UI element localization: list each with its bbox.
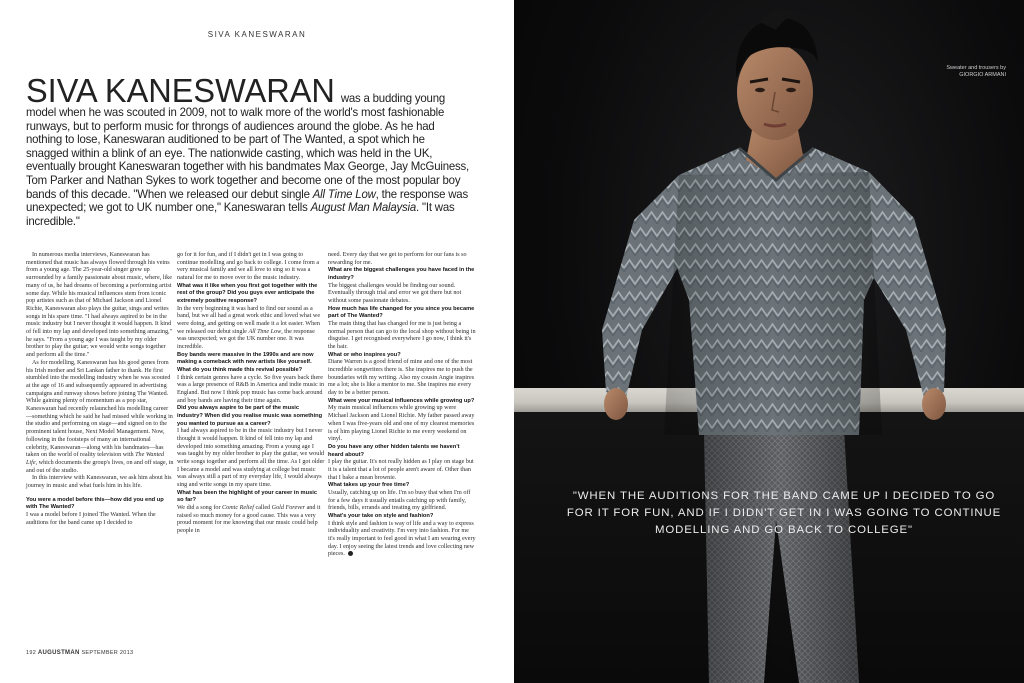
interview-answer: We did a song for Comic Relief called Gold Forever and it raised so much money for a good cause. This was a very proud moment for me knowing that our music could help people in	[177, 505, 321, 535]
interview-question: What's your take on style and fashion?	[328, 512, 434, 519]
interview-answer: I had always aspired to be in the music industry but I never thought it would happen. It kind of fell into my lap and developed into something amazing. From a young age I was taught by my older brother to play the guitar, we would write songs together and perform all the time. As I got older I became a model and was studying at college but music was always still a part of my everyday life, I would always sing and write songs in my spare time.	[177, 428, 325, 489]
interview-answer: I think certain genres have a cycle. So five years back there was a large presence of R&B in America and indie music in England. But now I think pop music has come back around and boy bands are having their time again.	[177, 374, 325, 404]
interview-question: What takes up your free time?	[328, 482, 410, 489]
interview-answer: I think style and fashion is way of life and a way to express individuality and creativity. I'm very into fashion. For me it's really important to feel good in what I am wearing every day. I enjoy seeing the latest trends and love collecting new pieces.	[328, 520, 476, 558]
interview-question: You were a model before this—how did you end up with The Wanted?	[26, 496, 164, 511]
interview-answer: In the very beginning it was hard to find our sound as a band, but we all had a great work ethic and loved what we were doing, and getting on well made it a lot easier. When we released our debut single All Time Low, the response was unexpected; we got the UK number one. It was incredible.	[177, 305, 321, 351]
interview-question: What was it like when you first got together with the rest of the group? Did you guys ever anticipate the extremely positive response?	[177, 282, 318, 304]
single-title: All Time Low	[312, 187, 376, 201]
interview-question: What were your musical influences while growing up?	[328, 397, 475, 404]
body-column-2	[177, 252, 325, 536]
photo-page	[514, 0, 1024, 683]
interview-answer: I play the guitar. It's not really hidden as I play on stage but it is a talent that a lot of people aren't aware of. Other than that I bake a mean brownie.	[328, 459, 474, 481]
interview-answer: The main thing that has changed for me is just being a normal person that can go to the local shop without being in disguise. I get recognised everywhere I go now, I think it's the hair.	[328, 320, 476, 350]
pull-quote: "WHEN THE AUDITIONS FOR THE BAND CAME UP I DECIDED TO GO FOR IT FOR FUN, AND IF I DIDN'T GET IN I WAS GOING TO CONTINUE MODELLING AND GO BACK TO COLLEGE"	[566, 490, 1002, 536]
running-header: SIVA KANESWARAN	[207, 30, 307, 39]
magazine-brand: AUGUSTMAN	[37, 650, 80, 656]
body-paragraph: In numerous media interviews, Kaneswaran has mentioned that music has always flowed through his veins from a young age. The 25-year-old singer grew up surrounded by a family passionate about music, where, like many of us, he had dreams of becoming a performing artist some day. While his musical influences stem from iconic pop artistes such as that of Michael Jackson and Lionel Richie, Kaneswaran also plays the guitar, sings and writes songs in his spare time. "I had always aspired to be in the music industry but I never thought it would happen. It kind of fell into my lap and developed into something amazing," he says. "From a young age I was taught by my older brother to play the guitar; we would write songs together and perform all the time."	[26, 252, 173, 359]
subject-name: SIVA KANESWARAN	[26, 72, 335, 109]
interview-answer: Diane Warren is a good friend of mine and one of the most incredible songwriters there is. She inspires me to push the boundaries with my writing. Also my cousin Angie inspires me a lot; she is like a mentor to me. She inspires me every day to be a better person.	[328, 359, 475, 397]
body-paragraph: As for modelling, Kaneswaran has his good genes from his Irish mother and Sri Lankan father to thank. He first stumbled into the modelling industry when he was scouted at the age of 16 and subsequently appeared in advertising campaigns and runway shows before joining The Wanted. While gaining plenty of momentum as a pop star, Kaneswaran had recently relaunched his modelling career—something which he said he had missed while working in the studio and performing on stage—and signed on to the prominent talent house, Next Model Management. Now, following in the footsteps of many an international celebrity, Kaneswaran—along with his bandmates—has taken on the world of reality television with The Wanted Life, which documents the group's lives, on and off stage, in and out of the studio.	[26, 359, 174, 474]
interview-question: Do you have any other hidden talents we haven't heard about?	[328, 443, 460, 458]
intro-paragraph: SIVA KANESWARAN was a budding young model when he was scouted in 2009, not to walk more of the world's most fashionable runways, but to perform music for throngs of audiences around the globe. As he had nothing to lose, Kaneswaran auditioned to be part of The Wanted, a spot which he snagged within a blink of an eye. The nationwide casting, which was held in the UK, eventually brought Kaneswaran together with his bandmates Max George, Jay McGuiness, Tom Parker and Nathan Sykes to work together and become one of the most popular boy bands of this decade. "When we released our debut single All Time Low, the response was unexpected; we got to UK number one," Kaneswaran tells August Man Malaysia. "It was incredible."	[26, 72, 470, 228]
interview-question: Boy bands were massive in the 1990s and are now making a comeback with new artists like yourself. What do you think made this revival possible?	[177, 351, 314, 373]
interview-answer: The biggest challenges would be finding our sound. Eventually through trial and error we got there but not without some passionate debates.	[328, 282, 462, 304]
body-column-1	[26, 252, 174, 527]
page-number: 192	[26, 650, 37, 656]
body-paragraph: In this interview with Kaneswaran, we ask him about his journey in music and what fuels him in his life.	[26, 475, 172, 490]
interview-answer: I was a model before I joined The Wanted. When the auditions for the band came up I decided to	[26, 511, 156, 526]
interview-question: What has been the highlight of your career in music so far?	[177, 489, 317, 504]
interview-answer: My main musical influences while growing up were Michael Jackson and Lionel Richie. My father passed away when I was five-years old and one of my clearest memories is of him playing Lionel Richie to me every weekend on vinyl.	[328, 405, 475, 443]
interview-question: What are the biggest challenges you have faced in the industry?	[328, 267, 475, 281]
body-column-3	[328, 252, 476, 559]
end-mark-icon	[348, 551, 353, 556]
interview-question: Did you always aspire to be part of the music industry? When did you realise music was something you wanted to pursue as a career?	[177, 405, 323, 427]
interview-answer: Usually, catching up on life. I'm so busy that when I'm off for a few days it usually entails catching up with family, friends, bills, errands and treating my girlfriend.	[328, 489, 471, 512]
interview-question: What or who inspires you?	[328, 351, 401, 358]
interview-answer: go for it for fun, and if I didn't get in I was going to continue modelling and go back to college. I come from a very musical family and we all love to sing so it was a natural for me to move over to the music industry.	[177, 252, 320, 282]
interview-question: How much has life changed for you since you became part of The Wanted?	[328, 305, 475, 320]
interview-answer: need. Every day that we get to perform for our fans is so rewarding for me.	[328, 252, 467, 266]
magazine-name: August Man Malaysia	[310, 201, 417, 215]
issue-date: SEPTEMBER 2013	[81, 650, 134, 656]
model-figure	[514, 0, 1024, 683]
photo-credit: Sweater and trousers by GIORGIO ARMANI	[946, 65, 1006, 78]
page-footer	[26, 650, 133, 656]
